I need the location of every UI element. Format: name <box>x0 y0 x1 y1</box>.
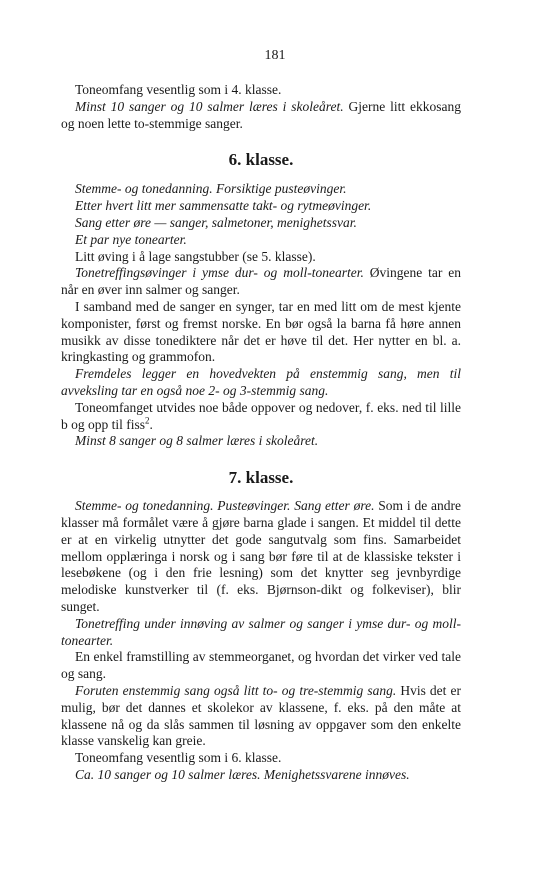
class6-para-range-end: . <box>149 416 153 432</box>
class7-para-choir-italic: Foruten enstemmig sang også litt to- og tre-stemmig sang. <box>75 682 397 698</box>
class6-para-count: Minst 8 sanger og 8 salmer læres i skoleåret. <box>75 433 319 449</box>
page-number: 181 <box>264 48 286 63</box>
class6-line-pitch-italic: Tonetreffingsøvinger i ymse dur- og moll-tonearter. <box>75 265 364 281</box>
class7-para-voice <box>61 498 461 616</box>
intro-range-line: Toneomfang vesentlig som i 4. klasse. <box>75 82 282 97</box>
intro-song-count-italic: Minst 10 sanger og 10 salmer læres i skoleåret. <box>75 98 344 114</box>
class6-para-range <box>61 400 461 434</box>
class6-para-unison: Fremdeles legger en hovedvekten på enstemmig sang, men til avveksling tar en også noe 2- og 3-stemmig sang. <box>61 366 461 398</box>
class7-para-range: Toneomfang vesentlig som i 6. klasse. <box>75 750 282 766</box>
class7-para-pitch: Tonetreffing under innøving av salmer og sanger i ymse dur- og moll-tonearter. <box>61 615 461 648</box>
heading-class-6: 6. klasse. <box>228 150 294 170</box>
class7-para-organ: En enkel framstilling av stemmeorganet, og hvordan det virker ved tale og sang. <box>61 649 461 682</box>
class6-line-pitch-rest: Øvingene tar en når en øver inn salmer og sanger. <box>61 265 461 298</box>
class6-line-keys: Et par nye tonearter. <box>75 231 187 247</box>
class6-para-range-text: Toneomfanget utvides noe både oppover og nedover, f. eks. ned til lille b og opp til fiss <box>61 399 461 432</box>
class6-para-composers: I samband med de sanger en synger, tar en med litt om de mest kjente komponister, først og fremst norske. En bør også la barna få høre annen musikk av disse tonediktere når det er høve til det. Her nytter en bl. a. kringkasting og grammofon. <box>61 298 461 365</box>
class6-line-rhythm: Etter hvert litt mer sammensatte takt- og rytmeøvinger. <box>75 198 372 214</box>
class6-para-range-sup: 2 <box>145 415 150 426</box>
class7-para-voice-italic: Stemme- og tonedanning. Pusteøvinger. Sang etter øre. <box>75 498 375 514</box>
class6-line-pitch <box>61 265 461 299</box>
class7-para-count: Ca. 10 sanger og 10 salmer læres. Menighetssvarene innøves. <box>75 766 410 782</box>
class7-para-voice-rest: Som i de andre klasser må formålet være å gjøre barna glade i sangen. Et middel til dette er at en virkelig utnytter det gode sangutvalg som fins. Samarbeidet mellom opplæringa i norsk og i sang bør føre til at de klassiske tekster i lesebøkene (og i den frie lesning) som det knytter seg jevnbyrdige melodiske kunstverker til (f. eks. Bjørnson-dikt og folkeviser), blir sunget. <box>61 498 461 614</box>
class6-line-ear: Sang etter øre — sanger, salmetoner, menighetssvar. <box>75 214 357 230</box>
class6-line-stubs: Litt øving i å lage sangstubber (se 5. klasse). <box>75 248 316 264</box>
class7-para-choir-rest: Hvis det er mulig, bør det dannes et skolekor av klassene, f. eks. på den måte at klassene nå og da slås sammen til løsning av oppgaver som den enkelte klasse vanskelig kan greie. <box>61 682 461 749</box>
heading-class-7: 7. klasse. <box>228 468 294 488</box>
page-body <box>61 82 461 784</box>
class6-line-voice: Stemme- og tonedanning. Forsiktige pusteøvinger. <box>75 181 347 197</box>
class7-para-choir <box>61 683 461 750</box>
intro-song-count <box>61 99 461 133</box>
intro-song-count-rest: Gjerne litt ekkosang og noen lette to-stemmige sanger. <box>61 98 461 131</box>
